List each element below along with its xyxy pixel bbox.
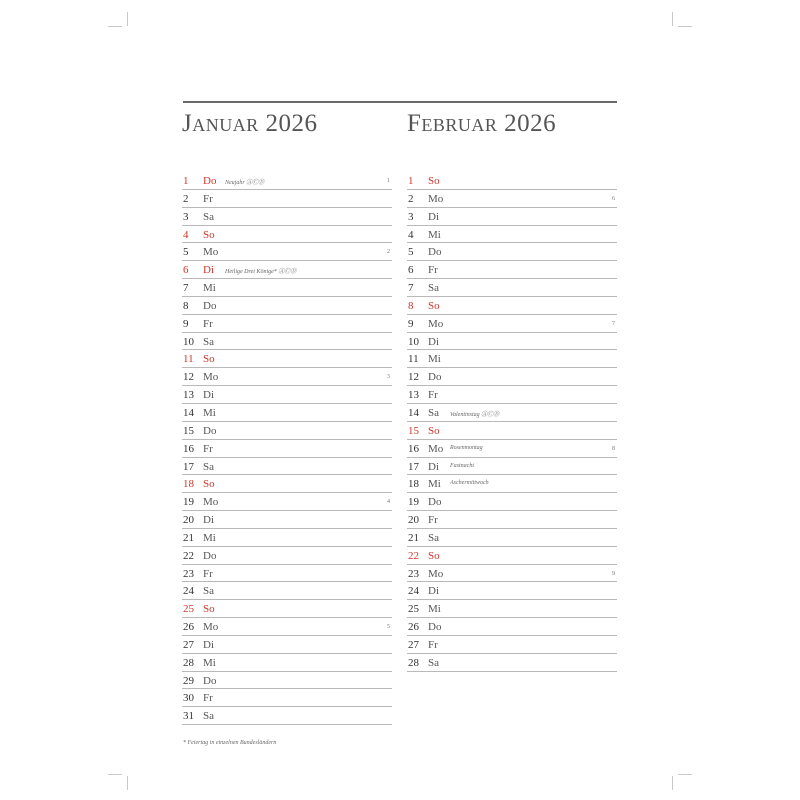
- week-number: 9: [612, 570, 615, 577]
- weekday-label: Sa: [203, 460, 214, 473]
- holiday-note: Rosenmontag: [450, 444, 483, 451]
- crop-mark: [672, 776, 673, 790]
- day-number: 14: [408, 406, 419, 419]
- day-row: [182, 493, 392, 511]
- day-row: [182, 458, 392, 476]
- weekday-label: So: [203, 353, 215, 366]
- month-column-february: [407, 172, 617, 672]
- day-number: 2: [183, 192, 189, 205]
- weekday-label: So: [203, 603, 215, 616]
- day-number: 2: [408, 192, 414, 205]
- day-number: 4: [183, 228, 189, 241]
- day-number: 6: [183, 264, 189, 277]
- day-row: [407, 333, 617, 351]
- weekday-label: Fr: [428, 264, 438, 277]
- week-number: 5: [387, 624, 390, 631]
- day-number: 10: [183, 335, 194, 348]
- weekday-label: Mi: [428, 478, 441, 491]
- weekday-label: Mi: [203, 656, 216, 669]
- day-number: 19: [183, 496, 194, 509]
- day-number: 1: [183, 175, 189, 187]
- weekday-label: Di: [428, 460, 439, 473]
- weekday-label: Fr: [203, 567, 213, 580]
- day-number: 14: [183, 406, 194, 419]
- weekday-label: Mo: [203, 496, 219, 509]
- day-row: [182, 475, 392, 493]
- day-row: [407, 493, 617, 511]
- day-row: [407, 297, 617, 315]
- weekday-label: Mi: [203, 406, 216, 419]
- weekday-label: Fr: [203, 442, 213, 455]
- weekday-label: Do: [203, 299, 217, 312]
- weekday-label: Mo: [428, 317, 444, 330]
- week-number: 1: [387, 178, 390, 184]
- day-row: [182, 315, 392, 333]
- day-row: [182, 386, 392, 404]
- day-row: [407, 618, 617, 636]
- day-number: 18: [183, 478, 194, 491]
- day-row: [407, 386, 617, 404]
- holiday-note: Aschermittwoch: [450, 480, 489, 487]
- day-number: 12: [408, 371, 419, 384]
- footnote: * Feiertag in einzelnen Bundesländern: [183, 740, 277, 746]
- day-number: 7: [408, 282, 414, 295]
- day-row: [407, 440, 617, 458]
- day-row: [182, 368, 392, 386]
- day-number: 16: [183, 442, 194, 455]
- day-row: [182, 565, 392, 583]
- day-number: 9: [183, 317, 189, 330]
- day-row: [407, 279, 617, 297]
- week-number: 6: [612, 195, 615, 202]
- day-number: 20: [183, 514, 194, 527]
- day-row: [182, 618, 392, 636]
- weekday-label: Fr: [203, 192, 213, 205]
- day-number: 16: [408, 442, 419, 455]
- weekday-label: Di: [428, 210, 439, 223]
- day-number: 23: [183, 567, 194, 580]
- weekday-label: So: [428, 424, 440, 437]
- day-number: 25: [183, 603, 194, 616]
- day-row: [407, 172, 617, 190]
- day-row: [407, 350, 617, 368]
- day-row: [407, 582, 617, 600]
- day-row: [182, 529, 392, 547]
- weekday-label: Di: [203, 514, 214, 527]
- top-rule: [183, 101, 617, 103]
- day-number: 8: [183, 299, 189, 312]
- day-number: 24: [183, 585, 194, 598]
- weekday-label: So: [428, 175, 440, 187]
- weekday-label: Mi: [428, 228, 441, 241]
- month-title-january: Januar 2026: [182, 110, 318, 137]
- day-number: 13: [183, 389, 194, 402]
- day-row: [182, 172, 392, 190]
- day-row: [182, 350, 392, 368]
- weekday-label: Di: [203, 264, 214, 277]
- weekday-label: Sa: [203, 585, 214, 598]
- day-number: 5: [183, 246, 189, 259]
- weekday-label: Mo: [428, 442, 444, 455]
- day-row: [407, 600, 617, 618]
- day-row: [182, 333, 392, 351]
- crop-mark: [678, 774, 692, 775]
- day-number: 4: [408, 228, 414, 241]
- day-row: [182, 600, 392, 618]
- day-row: [407, 226, 617, 244]
- weekday-label: Sa: [428, 656, 439, 669]
- day-number: 17: [183, 460, 194, 473]
- day-row: [182, 547, 392, 565]
- day-number: 28: [183, 656, 194, 669]
- day-row: [407, 636, 617, 654]
- weekday-label: Mo: [428, 192, 444, 205]
- day-number: 17: [408, 460, 419, 473]
- weekday-label: Mo: [203, 621, 219, 634]
- weekday-label: Di: [203, 638, 214, 651]
- week-number: 2: [387, 249, 390, 256]
- week-number: 7: [612, 320, 615, 327]
- holiday-note: Neujahr ⒶⒸⒹ: [225, 180, 265, 186]
- day-row: [407, 261, 617, 279]
- weekday-label: Fr: [203, 317, 213, 330]
- weekday-label: Sa: [428, 531, 439, 544]
- crop-mark: [108, 774, 122, 775]
- weekday-label: Mo: [203, 371, 219, 384]
- day-row: [407, 190, 617, 208]
- day-number: 6: [408, 264, 414, 277]
- weekday-label: Mi: [203, 531, 216, 544]
- weekday-label: Mo: [203, 246, 219, 259]
- day-row: [182, 511, 392, 529]
- weekday-label: Sa: [203, 210, 214, 223]
- day-number: 27: [183, 638, 194, 651]
- weekday-label: So: [428, 299, 440, 312]
- day-row: [407, 529, 617, 547]
- weekday-label: Do: [203, 175, 217, 187]
- day-number: 23: [408, 567, 419, 580]
- weekday-label: Fr: [203, 692, 213, 705]
- day-number: 13: [408, 389, 419, 402]
- day-number: 29: [183, 674, 194, 687]
- weekday-label: Sa: [428, 282, 439, 295]
- weekday-label: Do: [203, 424, 217, 437]
- day-row: [407, 475, 617, 493]
- crop-mark: [678, 26, 692, 27]
- day-row: [182, 279, 392, 297]
- weekday-label: Do: [203, 674, 217, 687]
- weekday-label: Do: [203, 549, 217, 562]
- weekday-label: So: [428, 549, 440, 562]
- day-number: 5: [408, 246, 414, 259]
- weekday-label: Mi: [203, 282, 216, 295]
- day-row: [182, 404, 392, 422]
- day-number: 10: [408, 335, 419, 348]
- day-number: 22: [408, 549, 419, 562]
- day-number: 21: [408, 531, 419, 544]
- holiday-note: Heilige Drei Könige* ⒶⒸⒹ: [225, 269, 297, 276]
- crop-mark: [672, 12, 673, 26]
- day-row: [407, 315, 617, 333]
- day-row: [182, 707, 392, 725]
- day-number: 31: [183, 710, 194, 723]
- month-column-january: [182, 172, 392, 725]
- weekday-label: Mi: [428, 603, 441, 616]
- weekday-label: So: [203, 228, 215, 241]
- day-number: 8: [408, 299, 414, 312]
- day-number: 15: [183, 424, 194, 437]
- day-number: 22: [183, 549, 194, 562]
- weekday-label: Di: [428, 335, 439, 348]
- day-row: [182, 297, 392, 315]
- day-number: 26: [408, 621, 419, 634]
- day-number: 15: [408, 424, 419, 437]
- weekday-label: Sa: [428, 406, 439, 419]
- day-number: 21: [183, 531, 194, 544]
- day-row: [182, 636, 392, 654]
- day-number: 30: [183, 692, 194, 705]
- day-row: [407, 368, 617, 386]
- weekday-label: Mi: [428, 353, 441, 366]
- crop-mark: [127, 12, 128, 26]
- day-number: 3: [183, 210, 189, 223]
- day-row: [407, 243, 617, 261]
- day-row: [182, 208, 392, 226]
- day-row: [407, 422, 617, 440]
- day-number: 28: [408, 656, 419, 669]
- weekday-label: Do: [428, 621, 442, 634]
- day-number: 1: [408, 175, 414, 187]
- day-number: 25: [408, 603, 419, 616]
- day-row: [407, 208, 617, 226]
- day-row: [182, 440, 392, 458]
- month-title-february: Februar 2026: [407, 110, 557, 137]
- week-number: 3: [387, 374, 390, 381]
- day-row: [407, 565, 617, 583]
- day-number: 24: [408, 585, 419, 598]
- weekday-label: Do: [428, 496, 442, 509]
- day-number: 3: [408, 210, 414, 223]
- week-number: 4: [387, 499, 390, 506]
- day-row: [182, 243, 392, 261]
- day-number: 11: [408, 353, 419, 366]
- day-number: 19: [408, 496, 419, 509]
- day-row: [407, 654, 617, 672]
- day-row: [182, 654, 392, 672]
- day-row: [182, 190, 392, 208]
- weekday-label: Fr: [428, 638, 438, 651]
- day-row: [407, 511, 617, 529]
- weekday-label: Fr: [428, 514, 438, 527]
- day-number: 27: [408, 638, 419, 651]
- day-number: 12: [183, 371, 194, 384]
- day-row: [182, 226, 392, 244]
- week-number: 8: [612, 445, 615, 452]
- weekday-label: Do: [428, 246, 442, 259]
- day-number: 26: [183, 621, 194, 634]
- day-number: 18: [408, 478, 419, 491]
- weekday-label: Sa: [203, 710, 214, 723]
- weekday-label: So: [203, 478, 215, 491]
- day-row: [182, 689, 392, 707]
- weekday-label: Di: [203, 389, 214, 402]
- day-number: 9: [408, 317, 414, 330]
- day-row: [407, 458, 617, 476]
- crop-mark: [108, 26, 122, 27]
- day-row: [182, 261, 392, 279]
- day-row: [182, 582, 392, 600]
- day-row: [182, 672, 392, 690]
- weekday-label: Do: [428, 371, 442, 384]
- day-row: [407, 404, 617, 422]
- holiday-note: Valentinstag ⒶⒸⒹ: [450, 411, 500, 418]
- crop-mark: [127, 776, 128, 790]
- weekday-label: Di: [428, 585, 439, 598]
- day-number: 7: [183, 282, 189, 295]
- day-row: [182, 422, 392, 440]
- day-number: 11: [183, 353, 194, 366]
- holiday-note: Fastnacht: [450, 462, 474, 469]
- day-number: 20: [408, 514, 419, 527]
- weekday-label: Fr: [428, 389, 438, 402]
- day-row: [407, 547, 617, 565]
- weekday-label: Sa: [203, 335, 214, 348]
- weekday-label: Mo: [428, 567, 444, 580]
